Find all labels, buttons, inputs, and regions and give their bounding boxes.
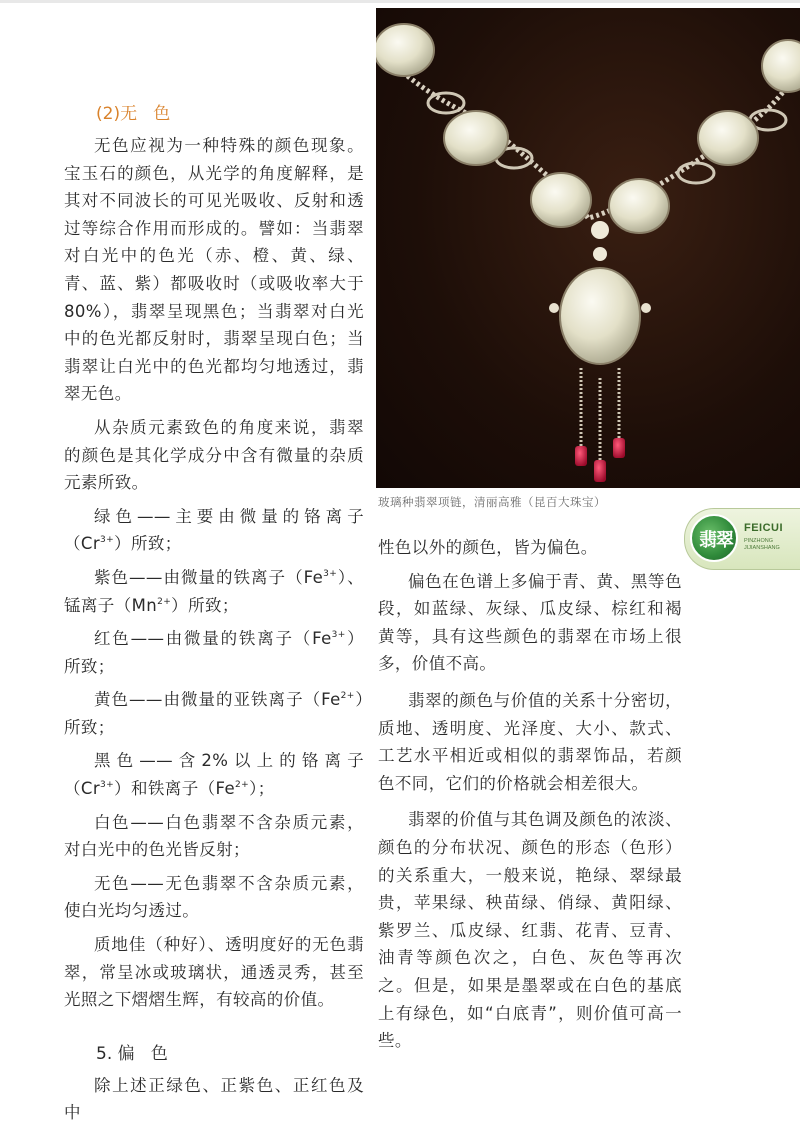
feicui-logo-badge [684, 508, 800, 568]
paragraph: 翡翠的价值与其色调及颜色的浓淡、颜色的分布状况、颜色的形态（色形）的关系重大，一般来说，艳绿、翠绿最贵，苹果绿、秧苗绿、俏绿、黄阳绿、紫罗兰、瓜皮绿、红翡、花青、豆青、油青等颜色次之，白色、灰色等再次之。但是，如果是墨翠或在白色的基底上有绿色，如“白底青”，则价值可高一些。 [378, 810, 682, 1051]
paragraph: 翡翠的颜色与价值的关系十分密切，质地、透明度、光泽度、大小、款式、工艺水平相近或相似的翡翠饰品，若颜色不同，它们的价格就会相差很大。 [378, 690, 682, 793]
color-cause-black: 黑色——含2%以上的铬离子$(Cr^{3+})$和铁离子$(Fe^{2+})$； [64, 751, 364, 799]
necklace-photo [376, 8, 800, 488]
paragraph-intro: 除上述正绿色、正紫色、正红色及中 [64, 1075, 364, 1123]
color-cause-red: 红色——由微量的铁离子$(Fe^{3+})$所致； [64, 629, 364, 676]
section-title-partial-color: 5. 偏 色 [96, 1043, 168, 1064]
left-column [64, 100, 364, 1127]
jadeite-necklace-illustration [376, 8, 800, 488]
paragraph-closing: 质地佳（种好）、透明度好的无色翡翠，常呈冰或玻璃状，通透灵秀，甚至光照之下熠熠生辉，有较高的价值。 [64, 935, 364, 1010]
paragraph-continuation: 性色以外的颜色，皆为偏色。 [378, 538, 598, 557]
badge-subtitle: PINZHONG JIJIANSHANG [744, 538, 780, 551]
badge-mark: 翡翠 [699, 530, 733, 551]
paragraph: 从杂质元素致色的角度来说，翡翠的颜色是其化学成分中含有微量的杂质元素所致。 [64, 417, 364, 493]
color-cause-yellow: 黄色——由微量的亚铁离子$(Fe^{2+})$所致； [64, 690, 364, 737]
color-cause-green: 绿色——主要由微量的铬离子$(Cr^{3+})$所致； [64, 506, 364, 554]
subsection-heading-colorless: (2)无 色 [96, 104, 171, 124]
page-top-rule [0, 0, 800, 3]
paragraph: 偏色在色谱上多偏于青、黄、黑等色段，如蓝绿、灰绿、瓜皮绿、棕红和褐黄等，具有这些颜色的翡翠在市场上很多，价值不高。 [378, 571, 682, 674]
photo-caption: 玻璃种翡翠项链，清丽高雅（昆百大珠宝） [378, 495, 606, 509]
color-cause-colorless: 无色——无色翡翠不含杂质元素，使白光均匀透过。 [64, 873, 364, 921]
badge-title: FEICUI [744, 522, 784, 534]
right-column [378, 534, 682, 1055]
color-cause-purple: 紫色——由微量的铁离子$(Fe^{3+})$、锰离子$(Mn^{2+})$所致； [64, 567, 364, 615]
color-cause-white: 白色——白色翡翠不含杂质元素，对白光中的色光皆反射； [64, 812, 364, 860]
paragraph: 无色应视为一种特殊的颜色现象。宝玉石的颜色，从光学的角度解释，是其对不同波长的可见光吸收、反射和透过等综合作用而形成的。譬如：当翡翠对白光中的色光（赤、橙、黄、绿、青、蓝、紫）都吸收时（或吸收率大于80%），翡翠呈现黑色；当翡翠对白光中的色光都反射时，翡翠呈现白色；当翡翠让白光中的色光都均匀地透过，翡翠无色。 [64, 136, 364, 404]
